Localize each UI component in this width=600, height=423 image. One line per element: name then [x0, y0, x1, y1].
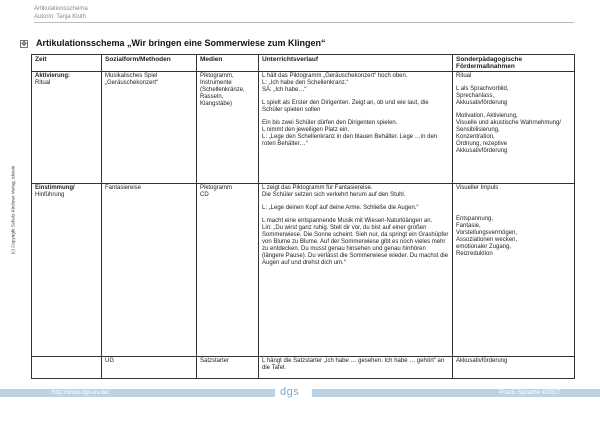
cell-line: L macht eine entspannende Musik mit Wiesen-Naturklängen an. — [262, 218, 433, 224]
document-header — [34, 5, 88, 21]
cell-line: L als Sprachvorbild, — [456, 86, 509, 92]
dgs-logo: dgs — [280, 386, 300, 398]
cell-line: Rasseln, — [200, 94, 224, 100]
cell-line: UG — [105, 358, 114, 364]
table-cell-zeit — [32, 184, 102, 357]
table-cell-sozialform — [102, 72, 197, 184]
cell-line: Hinführung — [35, 192, 65, 198]
header-line-2: Autorin: Tanja Kluth — [34, 14, 86, 20]
cell-line: Assoziationen wecken, — [456, 237, 518, 243]
cell-line: L hält das Piktogramm „Geräuschekonzert“ hoch oben. — [262, 73, 408, 79]
column-header-zeit: Zeit — [32, 55, 102, 72]
cell-line: SÄ: „Ich habe…“ — [262, 87, 307, 93]
cell-line: Satzstarter — [200, 358, 230, 364]
cell-line: Lin: „Du wirst ganz ruhig. Stell dir vor, du bist auf einer großen Sommerwiese. Die Sonne scheint. Sieh nur, da springt ein Grashüpfer von Blume zu Blume. Auf der Sommerwiese gibt es noch vieles mehr zu entdecken. Du musst genau hinsehen und genau hinhören (längere Pause). Du verlässt die Sommerwiese wieder. Du machst die Augen auf und drehst dich um.“ — [262, 225, 449, 266]
table-row — [32, 72, 575, 184]
column-header-medien: Medien — [197, 55, 259, 72]
cell-line: L: „Lege deinen Kopf auf deine Arme. Schließe die Augen.“ — [262, 205, 419, 211]
cell-line: Entspannung, — [456, 216, 494, 222]
cell-line: (Schellenkränze, — [200, 87, 245, 93]
cell-line: Akkusativförderung — [456, 100, 508, 106]
column-header-foerder: Sonderpädagogische Fördermaßnahmen — [453, 55, 575, 72]
cell-line: Vorstellungsvermögen, — [456, 230, 518, 236]
footer-issue: Praxis Sprache 4/2017 — [499, 390, 560, 396]
cell-line: Piktogramm — [200, 185, 233, 191]
cell-line: CD — [200, 192, 209, 198]
column-header-sozialform: Sozialform/Methoden — [102, 55, 197, 72]
cell-line: Die Schüler setzen sich verkehrt herum auf den Stuhl. — [262, 192, 406, 198]
cell-line: Akkusativförderung — [456, 358, 508, 364]
cell-line: L nimmt den jeweiligen Platz ein. — [262, 127, 350, 133]
page-footer — [0, 386, 600, 398]
cell-line: Sensibilisierung, — [456, 127, 500, 133]
cell-line: Visueller Impuls — [456, 185, 499, 191]
cell-line: Ritual — [456, 73, 472, 79]
table-cell-verlauf — [259, 72, 453, 184]
cell-line: Einstimmung/ — [35, 185, 75, 191]
table-cell-medien — [197, 357, 259, 379]
table-row — [32, 357, 575, 379]
cell-line: Piktogramm, — [200, 73, 234, 79]
table-cell-verlauf — [259, 357, 453, 379]
table-cell-zeit — [32, 357, 102, 379]
table-cell-sozialform — [102, 357, 197, 379]
table-cell-verlauf — [259, 184, 453, 357]
cell-line: Ritual — [35, 80, 51, 86]
move-handle-icon[interactable]: ✥ — [21, 41, 27, 48]
table-cell-foerder — [453, 72, 575, 184]
cell-line: L spielt als Erster den Dirigenten. Zeigt an, ob und wie laut, die Schüler spielen sollen — [262, 100, 429, 113]
cell-line: L hängt die Satzstarter „Ich habe … gesehen. Ich habe … gehört“ an die Tafel. — [262, 358, 445, 371]
table-cell-sozialform — [102, 184, 197, 357]
header-divider — [34, 22, 574, 23]
cell-line: L: „Ich habe den Schellenkranz.“ — [262, 80, 349, 86]
cell-line: Visuelle und akustische Wahrnehmung/ — [456, 120, 562, 126]
cell-line: Klangstäbe) — [200, 101, 233, 107]
cell-line: Musikalisches Spiel — [105, 73, 158, 79]
cell-line: L zeigt das Piktogramm für Fantasiereise. — [262, 185, 373, 191]
table-row — [32, 184, 575, 357]
column-header-verlauf: Unterrichtsverlauf — [259, 55, 453, 72]
table-cell-zeit — [32, 72, 102, 184]
articulation-table — [31, 54, 575, 379]
cell-line: Fantasiereise — [105, 185, 142, 191]
cell-line: emotionaler Zugang, — [456, 244, 512, 250]
cell-line: „Geräuschekonzert“ — [105, 80, 159, 86]
cell-line: Fantasie, — [456, 223, 481, 229]
cell-line: Motivation, Aktivierung, — [456, 113, 518, 119]
cell-line: Akkusativförderung — [456, 148, 508, 154]
table-cell-foerder — [453, 357, 575, 379]
cell-line: L: „Lege den Schellenkranz in den blauen Behälter. Lege …in den roten Behälter…“ — [262, 134, 438, 147]
document-title: Artikulationsschema „Wir bringen eine Sommerwiese zum Klingen“ — [36, 38, 326, 48]
footer-bar-left — [0, 389, 275, 397]
footer-link[interactable]: http://www.dgs-ev.de/ — [52, 390, 109, 396]
cell-line: Instrumente — [200, 80, 232, 86]
table-header-row — [32, 55, 575, 72]
cell-line: Konzentration, — [456, 134, 495, 140]
cell-line: Ordnung, rezeptive — [456, 141, 508, 147]
copyright-text: (c) Copyright Schulz-Kirchner Verlag, Idstein — [10, 165, 16, 255]
cell-line: Sprechanlass, — [456, 93, 495, 99]
cell-line: Ein bis zwei Schüler dürfen den Dirigenten spielen. — [262, 120, 398, 126]
copyright-note — [8, 150, 18, 270]
cell-line: Reizreduktion — [456, 251, 493, 257]
table-cell-foerder — [453, 184, 575, 357]
header-line-1: Artikulationsschema — [34, 6, 88, 12]
table-cell-medien — [197, 184, 259, 357]
cell-line: Aktivierung: — [35, 73, 71, 79]
table-cell-medien — [197, 72, 259, 184]
